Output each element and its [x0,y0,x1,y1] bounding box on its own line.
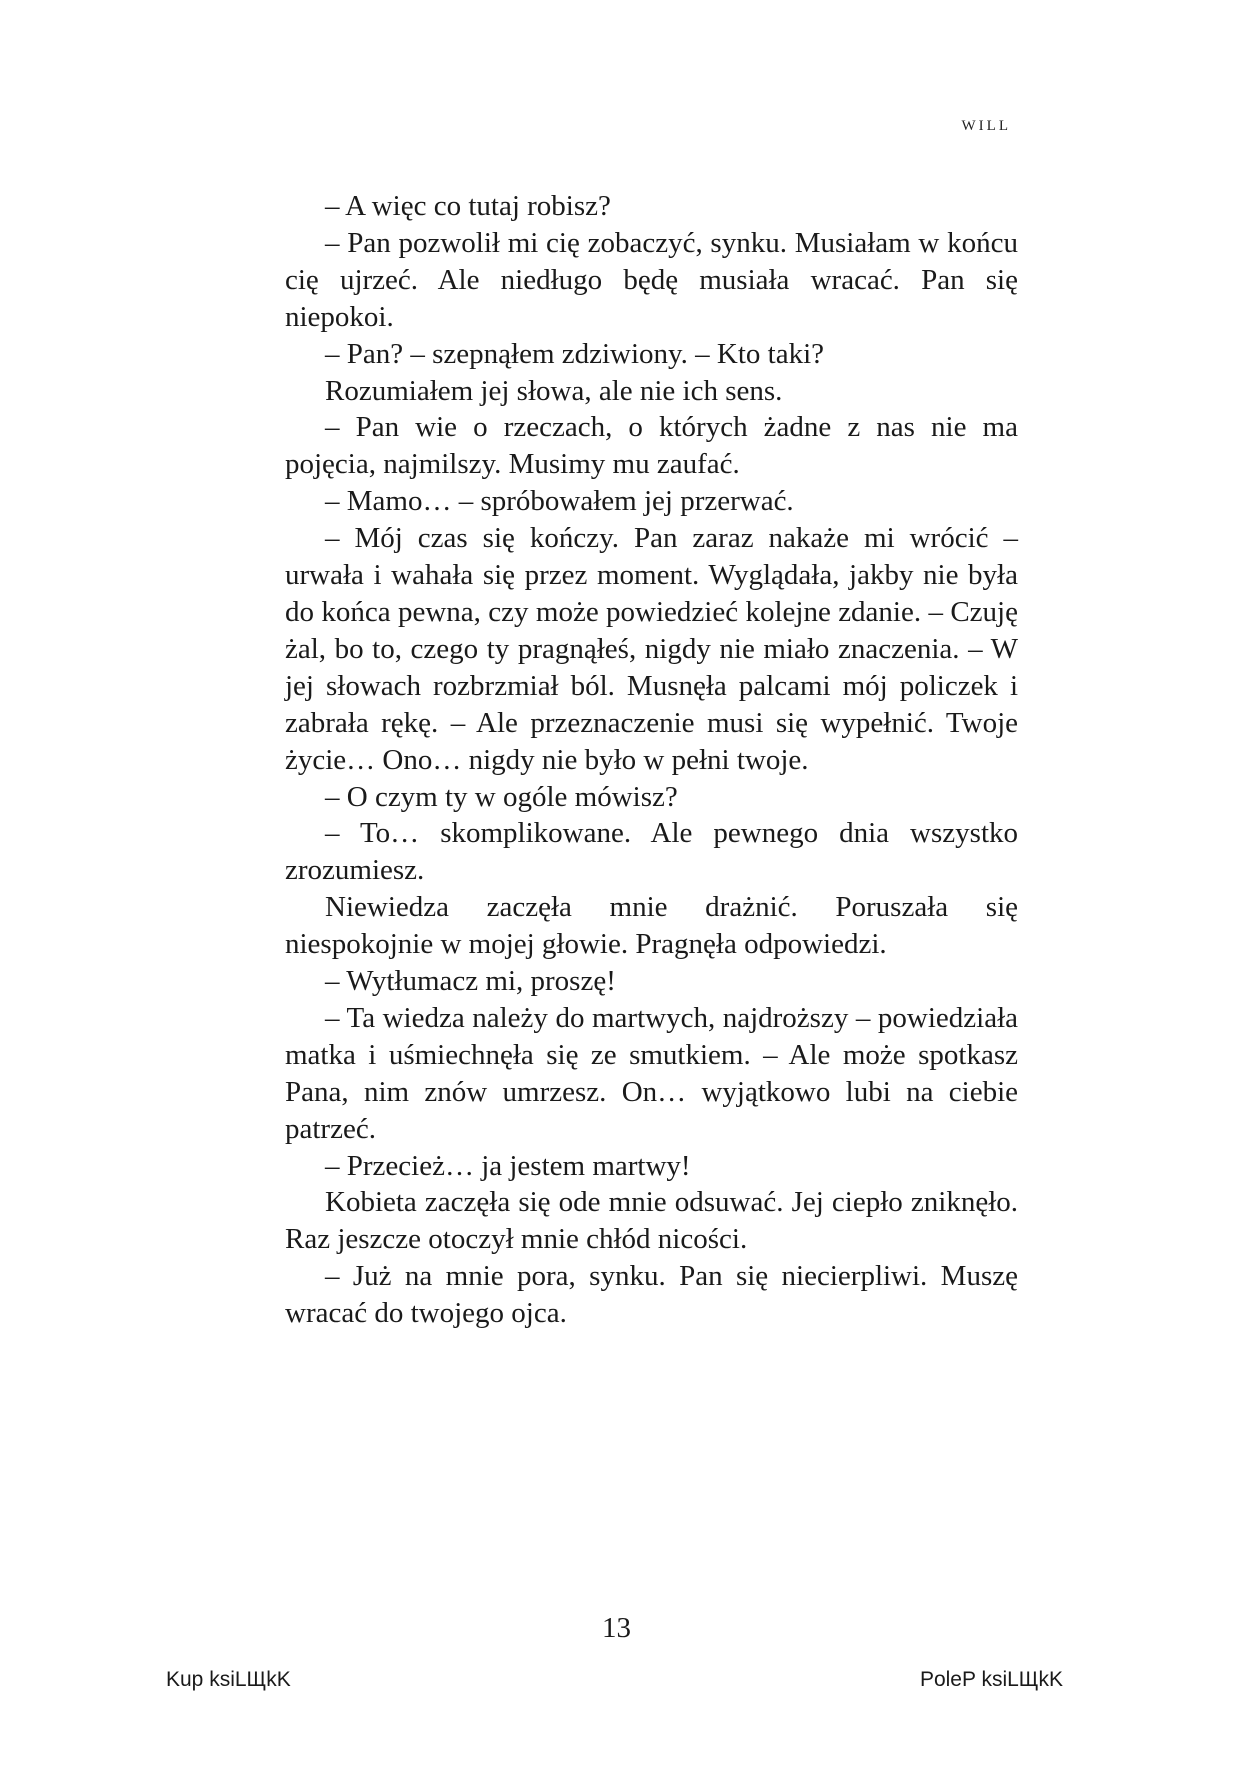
paragraph: – Pan wie o rzeczach, o których żadne z nas nie ma pojęcia, najmilszy. Musimy mu zaufać. [285,411,1018,481]
paragraph: – Mamo… – spróbowałem jej przerwać. [325,485,794,518]
paragraph: – Przecież… ja jestem martwy! [325,1149,691,1182]
paragraph: – Pan pozwolił mi cię zobaczyć, synku. Musiałam w końcu cię ujrzeć. Ale niedługo będę musiała wracać. Pan się niepokoi. [285,226,1018,333]
paragraph: – Wytłumacz mi, proszę! [325,965,616,998]
paragraph: – To… skomplikowane. Ale pewnego dnia wszystko zrozumiesz. [285,817,1018,887]
paragraph: Rozumiałem jej słowa, ale nie ich sens. [325,374,783,407]
paragraph: – A więc co tutaj robisz? [325,190,611,222]
paragraph: Kobieta zaczęła się ode mnie odsuwać. Jej ciepło zniknęło. Raz jeszcze otoczył mnie chłód nicości. [285,1186,1018,1256]
paragraph: – O czym ty w ogóle mówisz? [325,780,678,813]
paragraph: Niewiedza zaczęła mnie drażnić. Poruszała się niespokojnie w mojej głowie. Pragnęła odpowiedzi. [285,891,1018,961]
paragraph: – Mój czas się kończy. Pan zaraz nakaże mi wrócić – urwała i wahała się przez moment. Wyglądała, jakby nie była do końca pewna, czy może powiedzieć kolejne zdanie. – Czuję żal, bo to, czego ty pragnąłeś, nigdy nie miało znaczenia. – W jej słowach rozbrzmiał ból. Musnęła palcami mój policzek i zabrała rękę. – Ale przeznaczenie musi się wypełnić. Twoje życie… Ono… nigdy nie było w pełni twoje. [285,522,1018,776]
paragraph: – Pan? – szepnąłem zdziwiony. – Kto taki? [325,337,825,370]
body-text [285,188,1018,1332]
paragraph: – Już na mnie pora, synku. Pan się niecierpliwi. Muszę wracać do twojego ojca. [285,1260,1018,1330]
buy-book-link[interactable]: Kup ksiLЩkK [166,1668,291,1691]
recommend-book-link[interactable]: PoleP ksiLЩkK [919,1668,1063,1691]
running-head: WILL [961,118,1011,134]
paragraph: – Ta wiedza należy do martwych, najdroższy – powiedziała matka i uśmiechnęła się ze smutkiem. – Ale może spotkasz Pana, nim znów umrzesz. On… wyjątkowo lubi na ciebie patrzeć. [285,1001,1018,1145]
page-number: 13 [602,1612,631,1644]
